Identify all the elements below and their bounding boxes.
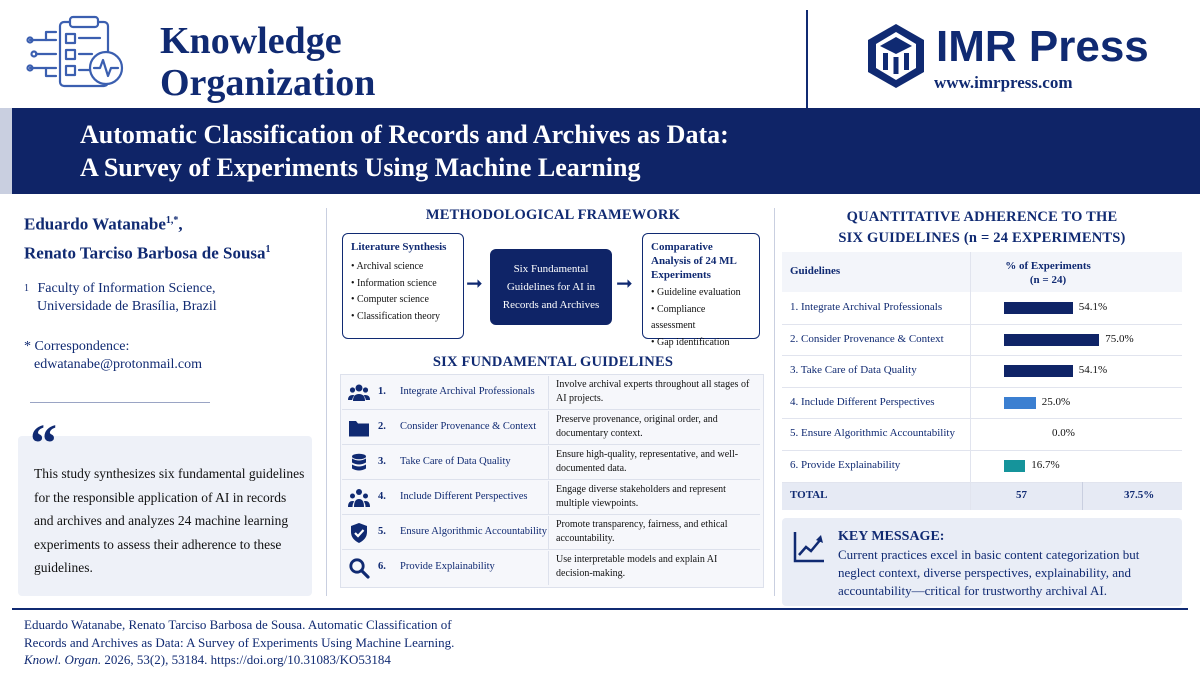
- guideline-description: Use interpretable models and explain AI decision-making.: [556, 554, 718, 579]
- quant-heading-line1: QUANTITATIVE ADHERENCE TO THE: [846, 209, 1118, 225]
- arrow-right-icon: ➞: [616, 271, 633, 295]
- total-label: TOTAL: [790, 489, 828, 501]
- journal-title: [160, 20, 375, 104]
- guideline-number: 1.: [378, 386, 386, 397]
- column-divider: [548, 516, 549, 550]
- framework-list: [651, 285, 751, 351]
- divider: [30, 402, 210, 403]
- guideline-description: Preserve provenance, original order, and documentary context.: [556, 414, 718, 439]
- quant-row-label: 3. Take Care of Data Quality: [790, 364, 917, 377]
- author-list: [24, 208, 271, 265]
- quant-row-label: 5. Ensure Algorithmic Accountability: [790, 427, 955, 440]
- quant-row: [782, 387, 1182, 420]
- column-divider: [548, 481, 549, 515]
- framework-list-item: • Compliance assessment: [651, 302, 751, 335]
- framework-literature-box: [342, 233, 464, 339]
- table-header-percent-line2: (n = 24): [1029, 274, 1067, 286]
- guideline-description: Promote transparency, fairness, and ethical accountability.: [556, 519, 728, 544]
- quant-row: [782, 324, 1182, 357]
- bar-value-label: 54.1%: [1078, 364, 1108, 377]
- title-banner-accent: [0, 108, 12, 194]
- correspondence: [24, 338, 202, 374]
- folder-icon: [348, 417, 370, 439]
- column-divider: [774, 208, 775, 596]
- quant-heading: [782, 207, 1182, 249]
- bar-value-label: 25.0%: [1041, 395, 1071, 408]
- bar-value-label: 54.1%: [1078, 301, 1108, 313]
- bar-value-label: 0.0%: [1052, 427, 1075, 440]
- bar-value-label: 75.0%: [1105, 332, 1134, 345]
- correspondence-email[interactable]: edwatanabe@protonmail.com: [34, 357, 202, 372]
- affiliation-line1: Faculty of Information Science,: [37, 281, 216, 296]
- quant-row: [782, 450, 1182, 483]
- bar: [1004, 302, 1073, 314]
- guideline-number: 3.: [378, 456, 386, 467]
- author-affiliation-mark: 1: [265, 243, 271, 255]
- correspondence-label: Correspondence:: [34, 339, 130, 354]
- guideline-row: [342, 411, 760, 445]
- quant-row: [782, 292, 1182, 325]
- citation-journal: Knowl. Organ.: [24, 652, 102, 667]
- quote-icon: “: [30, 413, 57, 473]
- key-message-text: Current practices excel in basic content categorization but neglect context, diverse perspectives, explainability, and accountability—critical for trustworthy archival AI.: [838, 547, 1140, 598]
- guideline-name: Provide Explainability: [400, 561, 495, 572]
- publisher-name: IMR Press: [936, 22, 1149, 71]
- framework-list-item: • Archival science: [351, 259, 455, 276]
- column-divider: [548, 551, 549, 585]
- column-divider: [548, 446, 549, 480]
- table-header-percent: [978, 259, 1118, 287]
- guideline-name: Include Different Perspectives: [400, 491, 528, 502]
- author-name: Renato Tarciso Barbosa de Sousa: [24, 243, 266, 263]
- citation: [24, 616, 624, 669]
- publisher-url[interactable]: www.imrpress.com: [934, 73, 1073, 92]
- guideline-number: 4.: [378, 491, 386, 502]
- column-divider: [548, 411, 549, 445]
- author-affiliation-mark: 1,*: [165, 215, 179, 226]
- bar: [1004, 334, 1099, 346]
- framework-list-item: • Classification theory: [351, 309, 455, 326]
- guideline-row: [342, 516, 760, 550]
- guideline-description: Ensure high-quality, representative, and well-documented data.: [556, 449, 739, 474]
- database-icon: [348, 452, 370, 474]
- quant-row-label: 2. Consider Provenance & Context: [790, 332, 944, 345]
- framework-center-box: Six Fundamental Guidelines for AI in Records and Archives: [490, 249, 612, 325]
- column-divider: [326, 208, 327, 596]
- bar: [1004, 365, 1073, 377]
- column-divider: [548, 376, 549, 410]
- quant-heading-line2: SIX GUIDELINES (n = 24 EXPERIMENTS): [838, 230, 1126, 246]
- paper-title-line2: A Survey of Experiments Using Machine Learning: [80, 153, 641, 182]
- guideline-name: Integrate Archival Professionals: [400, 386, 535, 397]
- paper-title: [80, 118, 729, 184]
- author-separator: ,: [178, 214, 183, 234]
- quant-row: [782, 355, 1182, 388]
- trend-chart-icon: [792, 530, 826, 564]
- framework-list-item: • Computer science: [351, 292, 455, 309]
- arrow-right-icon: ➞: [466, 271, 483, 295]
- magnifier-icon: [348, 557, 370, 579]
- affiliation: [24, 280, 217, 316]
- quant-row: [782, 418, 1182, 451]
- group-icon: [348, 487, 370, 509]
- author-name: Eduardo Watanabe: [24, 214, 166, 234]
- guidelines-heading: SIX FUNDAMENTAL GUIDELINES: [432, 354, 674, 370]
- footer-divider: [12, 608, 1188, 610]
- framework-analysis-box: [642, 233, 760, 348]
- guideline-description: Engage diverse stakeholders and represent multiple viewpoints.: [556, 484, 726, 509]
- abstract-text: This study synthesizes six fundamental guidelines for the responsible application of AI in records and archives and analyzes 24 machine learning experiments to assess their adherence to these guidelines.: [34, 466, 305, 575]
- framework-list: [351, 259, 455, 325]
- bar-value-label: 16.7%: [1031, 459, 1060, 471]
- shield-check-icon: [348, 522, 370, 544]
- guideline-name: Ensure Algorithmic Accountability: [400, 526, 547, 537]
- document-circuit-icon: [26, 14, 138, 98]
- framework-list-item: • Information science: [351, 276, 455, 293]
- quant-row-label: 1. Integrate Archival Professionals: [790, 301, 943, 313]
- guideline-name: Consider Provenance & Context: [400, 421, 537, 432]
- framework-box-title: Literature Synthesis: [351, 241, 447, 253]
- quant-table: [782, 252, 1182, 510]
- table-header-percent-line1: % of Experiments: [1005, 260, 1091, 272]
- guideline-row: [342, 551, 760, 585]
- people-icon: [348, 382, 370, 404]
- framework-heading: METHODOLOGICAL FRAMEWORK: [425, 207, 681, 223]
- guideline-row: [342, 481, 760, 515]
- paper-title-line1: Automatic Classification of Records and Archives as Data:: [80, 120, 729, 149]
- guideline-row: [342, 446, 760, 480]
- guideline-row: [342, 376, 760, 410]
- citation-line1: Eduardo Watanabe, Renato Tarciso Barbosa de Sousa. Automatic Classification of: [24, 617, 452, 632]
- quant-row-label: 6. Provide Explainability: [790, 459, 901, 471]
- imr-press-logo-icon: [866, 22, 926, 90]
- framework-list-item: • Gap identification: [651, 335, 751, 352]
- affiliation-line2: Universidade de Brasília, Brazil: [37, 299, 217, 314]
- total-percent: 37.5%: [1124, 489, 1155, 501]
- affiliation-mark: 1: [24, 283, 29, 294]
- journal-title-line2: Organization: [160, 62, 376, 104]
- bar: [1004, 397, 1036, 409]
- framework-list-item: • Guideline evaluation: [651, 285, 751, 302]
- column-divider: [1082, 482, 1083, 510]
- table-header-guidelines: Guidelines: [790, 265, 841, 277]
- guideline-name: Take Care of Data Quality: [400, 456, 511, 467]
- key-message-title: KEY MESSAGE:: [838, 529, 945, 544]
- header-divider: [806, 10, 808, 108]
- framework-box-title: Comparative Analysis of 24 ML Experiments: [651, 241, 737, 281]
- guideline-number: 6.: [378, 561, 386, 572]
- guideline-number: 2.: [378, 421, 386, 432]
- correspondence-mark: *: [24, 339, 31, 354]
- citation-details[interactable]: 2026, 53(2), 53184. https://doi.org/10.31083/KO53184: [101, 652, 391, 667]
- guideline-number: 5.: [378, 526, 386, 537]
- journal-title-line1: Knowledge: [160, 20, 342, 62]
- bar: [1004, 460, 1025, 472]
- quant-row-label: 4. Include Different Perspectives: [790, 395, 935, 408]
- citation-line2: Records and Archives as Data: A Survey of Experiments Using Machine Learning.: [24, 634, 455, 650]
- guideline-description: Involve archival experts throughout all stages of AI projects.: [556, 379, 750, 404]
- total-count: 57: [1016, 489, 1027, 501]
